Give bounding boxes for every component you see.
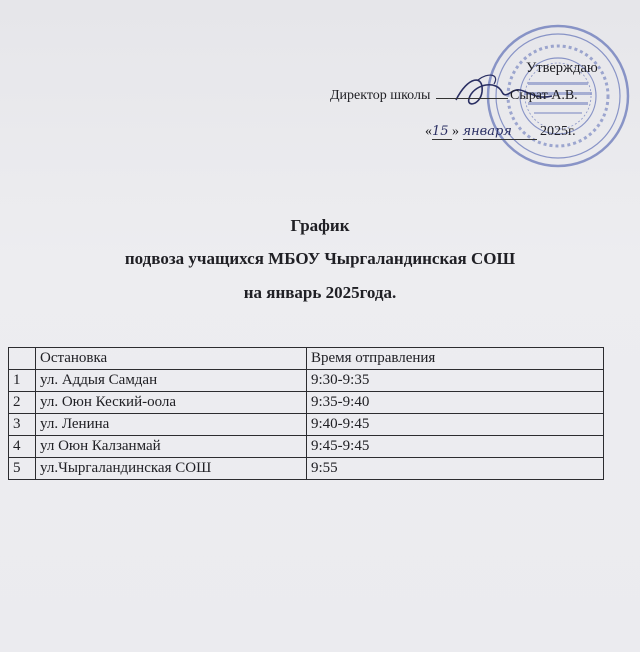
table-row bbox=[9, 414, 604, 436]
signature-blank bbox=[436, 98, 508, 99]
date-year: 2025г. bbox=[540, 124, 576, 139]
header-number bbox=[9, 348, 36, 370]
header-stop: Остановка bbox=[36, 348, 307, 370]
row-number: 5 bbox=[9, 458, 36, 480]
date-day: 15 bbox=[432, 124, 452, 140]
table-row bbox=[9, 458, 604, 480]
row-number: 4 bbox=[9, 436, 36, 458]
row-time: 9:55 bbox=[307, 458, 604, 480]
row-stop: ул.Чыргаландинская СОШ bbox=[36, 458, 307, 480]
row-time: 9:45-9:45 bbox=[307, 436, 604, 458]
header-departure-time: Время отправления bbox=[307, 348, 604, 370]
row-number: 1 bbox=[9, 370, 36, 392]
table-row bbox=[9, 392, 604, 414]
approval-date-line bbox=[425, 124, 576, 140]
director-position: Директор школы bbox=[330, 88, 431, 103]
table-row bbox=[9, 370, 604, 392]
row-stop: ул. Ленина bbox=[36, 414, 307, 436]
row-time: 9:35-9:40 bbox=[307, 392, 604, 414]
approval-title: Утверждаю bbox=[526, 60, 598, 76]
date-quote-close: » bbox=[452, 124, 459, 139]
date-month: января bbox=[463, 124, 537, 140]
row-stop: ул Оюн Калзанмай bbox=[36, 436, 307, 458]
bus-schedule-table bbox=[8, 347, 604, 480]
row-number: 3 bbox=[9, 414, 36, 436]
row-stop: ул. Аддыя Самдан bbox=[36, 370, 307, 392]
row-stop: ул. Оюн Кеский-оола bbox=[36, 392, 307, 414]
document-period: на январь 2025года. bbox=[243, 283, 397, 302]
document-subtitle: подвоза учащихся МБОУ Чыргаландинская СОШ bbox=[124, 249, 516, 268]
director-position-line bbox=[330, 88, 510, 104]
director-name: Сырат А.В. bbox=[510, 88, 578, 103]
table-row bbox=[9, 436, 604, 458]
row-time: 9:30-9:35 bbox=[307, 370, 604, 392]
row-number: 2 bbox=[9, 392, 36, 414]
date-quote-open: « bbox=[425, 124, 432, 139]
table-header-row bbox=[9, 348, 604, 370]
document-title: График bbox=[290, 216, 350, 235]
row-time: 9:40-9:45 bbox=[307, 414, 604, 436]
